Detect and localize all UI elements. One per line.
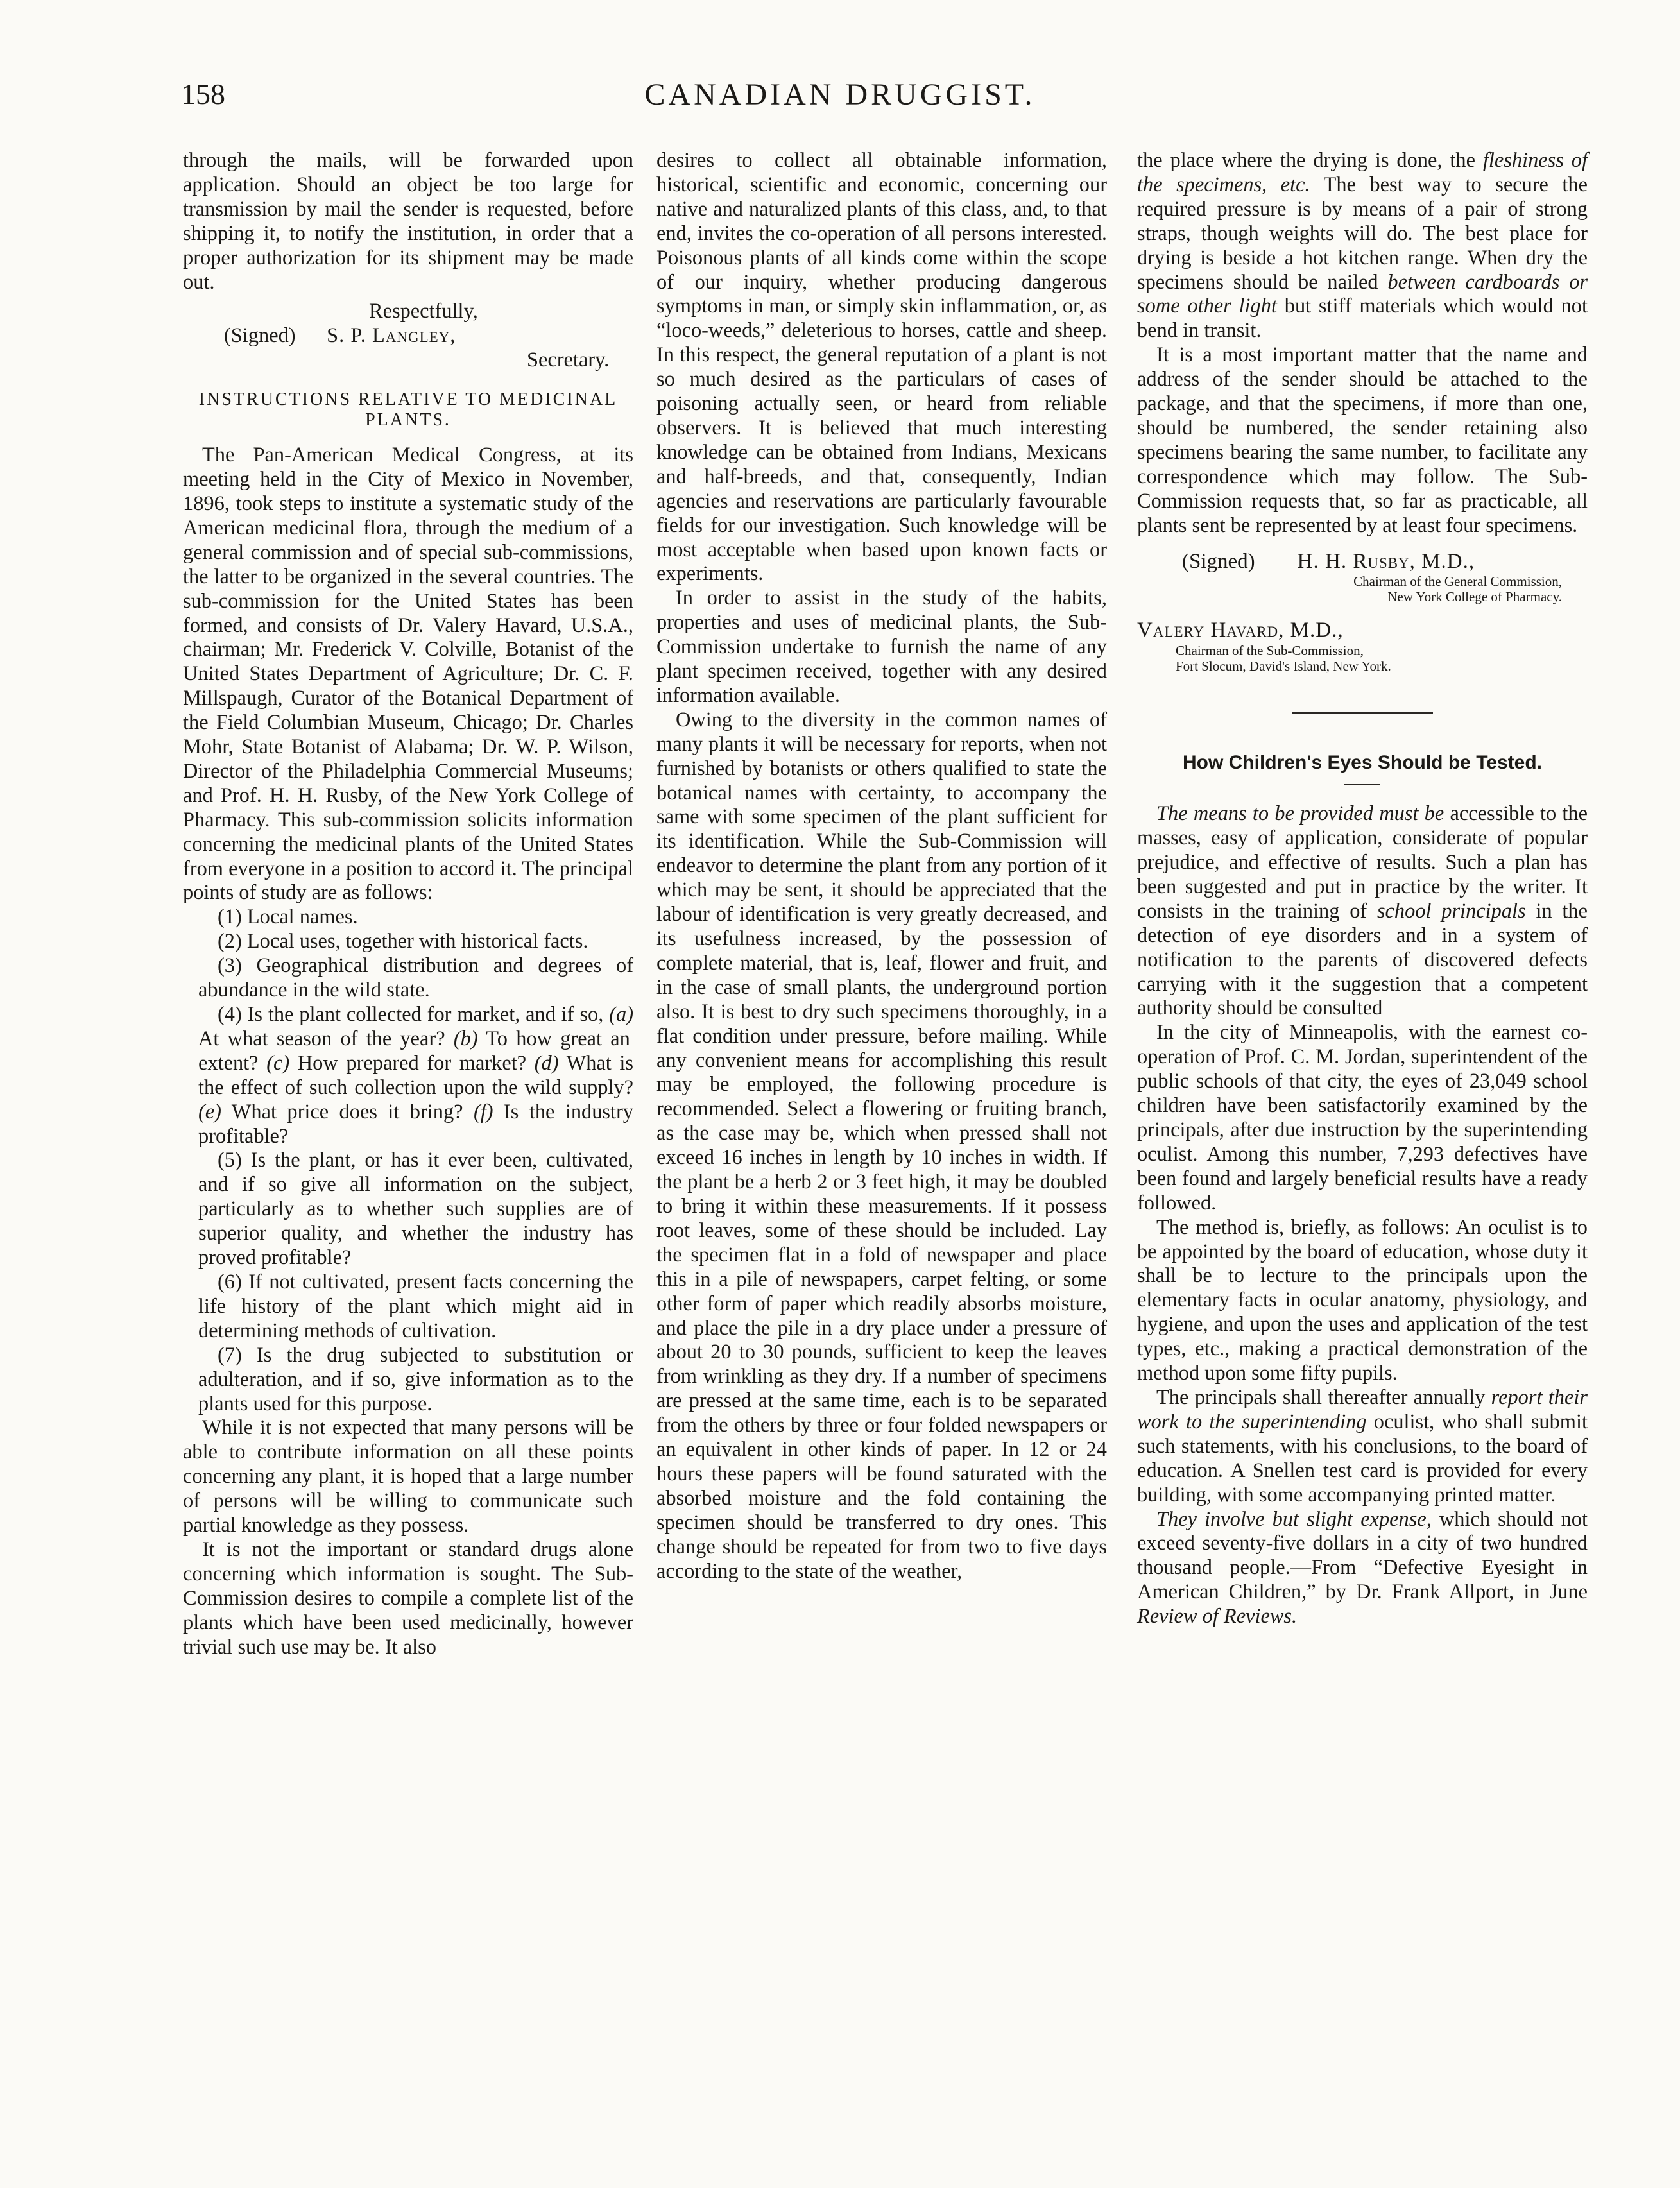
- text-run: (f): [473, 1100, 493, 1124]
- text-run: Review of Reviews.: [1137, 1605, 1298, 1628]
- signature-block: [1137, 550, 1588, 674]
- text-run: How prepared for market?: [289, 1051, 535, 1075]
- text-run: The principals shall thereafter annually: [1156, 1385, 1491, 1409]
- text-run: (e): [198, 1100, 221, 1124]
- paragraph: It is a most important matter that the name and address of the sender should be attached to the package, and that the specimens, if more than one, should be numbered, the sender retaining also specimens bearing the same number, to facilitate any correspondence which may follow. The Sub-Commission requests that, so far as practicable, all plants sent be represented by at least four specimens.: [1137, 343, 1588, 537]
- text-run: (c): [266, 1051, 290, 1075]
- section-heading: INSTRUCTIONS RELATIVE TO MEDICINAL PLANTS.: [198, 389, 618, 431]
- signature-row: [1137, 550, 1588, 574]
- paragraph: [1137, 1386, 1588, 1508]
- signatory-name: S. P. Langley,: [327, 324, 456, 348]
- paragraph: desires to collect all obtainable information, historical, scientific and economic, concerning our native and naturalized plants of this class, and, to that end, invites the co-operation of all persons interested. Poisonous plants of all kinds come within the scope of our inquiry, whether producing dangerous symptoms in man, or simply skin inflammation, or, as “loco-weeds,” deleterious to horses, cattle and sheep. In this respect, the general reputation of a plant is not so much desired as the particulars of cases of poisoning actually seen, or heard from reliable observers. It is believed that much interesting knowledge can be obtained from Indians, Mexicans and half-breeds, and that, consequently, Indian agencies and reservations are particularly favourable fields for our investigation. Such knowledge will be most acceptable when based upon known facts or experiments.: [656, 149, 1107, 586]
- paragraph: [1137, 149, 1588, 343]
- signatory-name: Valery Havard, M.D.,: [1137, 619, 1344, 642]
- text-run: fleshiness of the specimens, etc.: [1137, 149, 1588, 196]
- text-run: in the detection of eye disorders and in a system of notification to the parents of discovered defects carrying with it the suggestion that a competent authority should be consulted: [1137, 899, 1588, 1020]
- signed-label: (Signed): [1182, 549, 1255, 573]
- text-run: accessible to the masses, easy of application, considerate of popular prejudice, and effective of results. Such a plan has been suggested and put in practice by the writer. It consists in the training of: [1137, 802, 1588, 923]
- list-item: [183, 1003, 633, 1149]
- column-3: [1137, 149, 1588, 1629]
- closing-respectfully: Respectfully,: [369, 300, 478, 323]
- text-run: (a): [609, 1003, 633, 1026]
- text-run: but stiff materials which would not bend in transit.: [1137, 295, 1588, 343]
- journal-title: CANADIAN DRUGGIST.: [644, 78, 1036, 112]
- text-run: between cardboards or some other light: [1137, 270, 1588, 318]
- signatory-name: H. H. Rusby, M.D.,: [1297, 549, 1475, 573]
- section-divider: [1292, 712, 1433, 714]
- paragraph: The Pan-American Medical Congress, at its meeting held in the City of Mexico in November, 1896, took steps to institute a systematic study of the American medicinal flora, through the medium of a general commission and of special sub-commissions, the latter to be organized in the several countries. The sub-commission for the United States has been formed, and consists of Dr. Valery Havard, U.S.A., chairman; Mr. Frederick V. Colville, Botanist of the United States Department of Agriculture; Dr. C. F. Millspaugh, Curator of the Botanical Department of the Field Columbian Museum, Chicago; Dr. Charles Mohr, State Botanist of Alabama; Dr. W. P. Wilson, Director of the Philadelphia Commercial Museums; and Prof. H. H. Rusby, of the New York College of Pharmacy. This sub-commission solicits information concerning the medicinal plants of the United States from everyone in a position to accord it. The principal points of study are as follows:: [183, 443, 633, 905]
- text-run: The means to be provided must be: [1156, 802, 1444, 826]
- page-number: 158: [181, 78, 225, 110]
- signatory-affiliation: Chairman of the Sub-Commission,: [1176, 643, 1364, 659]
- text-run: They involve but slight expense,: [1156, 1507, 1432, 1531]
- text-run: oculist, who shall submit such statements, with his conclusions, to the board of education. A Snellen test card is provided for every building, with some accompanying printed matter.: [1137, 1410, 1588, 1507]
- page-header: [0, 77, 1680, 135]
- text-run: the place where the drying is done, the: [1137, 149, 1483, 172]
- text-run: Is the industry profitable?: [198, 1100, 633, 1148]
- paragraph: While it is not expected that many persons will be able to contribute information on all these points concerning any plant, it is hoped that a large number of persons will be willing to communicate such partial knowledge as they possess.: [183, 1416, 633, 1537]
- text-run: What is the effect of such collection upon the wild supply?: [198, 1051, 634, 1099]
- list-item: (1) Local names.: [218, 905, 358, 929]
- list-item: (5) Is the plant, or has it ever been, cultivated, and if so give all information on the subject, particularly as to whether such supplies are of superior quality, and whether the industry has proved profitable?: [198, 1149, 633, 1270]
- paragraph: [1137, 802, 1588, 1021]
- text-run: which should not exceed seventy-five dollars in a city of two hundred thousand people.—From “Defective Eyesight in American Children,” by Dr. Frank Allport, in June: [1137, 1507, 1588, 1604]
- text-run: The best way to secure the required pressure is by means of a pair of strong straps, though weights will do. The best place for drying is beside a hot kitchen range. When dry the specimens should be nailed: [1137, 173, 1588, 294]
- paragraph: [1137, 1508, 1588, 1630]
- list-item: (3) Geographical distribution and degrees of abundance in the wild state.: [198, 954, 633, 1002]
- text-run: To how great an extent?: [198, 1027, 630, 1075]
- text-run: (d): [534, 1051, 559, 1075]
- paragraph: In order to assist in the study of the habits, properties and uses of medicinal plants, the Sub-Commission undertake to furnish the name of any plant specimen received, together with any desired information available.: [656, 586, 1107, 707]
- signature-row: [183, 324, 633, 348]
- text-run: (b): [453, 1027, 478, 1050]
- signatory-affiliation: Chairman of the General Commission,: [1353, 574, 1562, 590]
- paragraph: Owing to the diversity in the common names of many plants it will be necessary for reports, when not furnished by botanists or others qualified to state the botanical names with certainty, to accompany the same with some specimen of the plant sufficient for its identification. While the Sub-Commission will endeavor to determine the plant from any portion of it which may be sent, it should be appreciated that the labour of identification is very greatly decreased, and its usefulness increased, by the possession of complete material, that is, leaf, flower and fruit, and in the case of small plants, the underground portion also. It is best to dry such specimens thoroughly, in a flat condition under pressure, before mailing. While any convenient means for accomplishing this result may be employed, the following procedure is recommended. Select a flowering or fruiting branch, as the case may be, which when pressed shall not exceed 16 inches in length by 10 inches in width. If the plant be a herb 2 or 3 feet high, it may be doubled to bring it within these measurements. If it possess root leaves, some of these should be included. Lay the specimen flat in a fold of newspaper and place this in a pile of newspapers, carpet felting, or some other form of paper which readily absorbs moisture, and place the pile in a dry place under a pressure of about 20 to 30 pounds, sufficient to keep the leaves from wrinkling as they dry. If a number of specimens are pressed at the same time, each is to be separated from the others by three or four folded newspapers or an equivalent in other kinds of paper. In 12 or 24 hours these papers will be found saturated with the absorbed moisture and the fold containing the specimen should be transferred to dry ones. This change should be repeated for from two to five days according to the state of the weather,: [656, 708, 1107, 1583]
- column-1: [183, 149, 633, 1659]
- signatory-title: Secretary.: [527, 348, 610, 372]
- paragraph: The method is, briefly, as follows: An oculist is to be appointed by the board of education, whose duty it shall be to lecture to the principals upon the elementary facts in ocular anatomy, physiology, and hygiene, and upon the uses and application of the test types, etc., making a practical demonstration of the method upon some fifty pupils.: [1137, 1215, 1588, 1385]
- paragraph: through the mails, will be forwarded upon application. Should an object be too large for transmission by mail the sender is requested, before shipping it, to notify the institution, in order that a proper authorization for its shipment may be made out.: [183, 149, 633, 294]
- column-2: [656, 149, 1107, 1584]
- text-run: (4) Is the plant collected for market, and if so,: [218, 1003, 610, 1026]
- text-run: school principals: [1376, 899, 1526, 923]
- paragraph: In the city of Minneapolis, with the earnest co-operation of Prof. C. M. Jordan, superintendent of the public schools of that city, the eyes of 23,049 school children have been satisfactorily examined by the principals, after due instruction by the superintending oculist. Among this number, 7,293 defectives have been found and largely beneficial results have a ready followed.: [1137, 1021, 1588, 1215]
- article-heading: How Children's Eyes Should be Tested.: [1182, 752, 1542, 774]
- signed-label: (Signed): [224, 324, 296, 348]
- list-item: (2) Local uses, together with historical facts.: [218, 930, 588, 953]
- list-item: (7) Is the drug subjected to substitution or adulteration, and if so, give information as to the plants used for this purpose.: [198, 1343, 633, 1415]
- signatory-affiliation: Fort Slocum, David's Island, New York.: [1176, 658, 1391, 674]
- text-run: report their work to the superintending: [1137, 1385, 1588, 1433]
- paragraph: It is not the important or standard drugs alone concerning which information is sought. The Sub-Commission desires to compile a complete list of the plants which have been used medicinally, however trivial such use may be. It also: [183, 1537, 633, 1659]
- text-run: What price does it bring?: [221, 1100, 474, 1124]
- signatory-affiliation: New York College of Pharmacy.: [1387, 589, 1562, 605]
- list-item: (6) If not cultivated, present facts concerning the life history of the plant which might aid in determining methods of cultivation.: [198, 1270, 633, 1342]
- signoff-langley: [183, 300, 633, 373]
- heading-rule: [1344, 784, 1380, 785]
- text-run: At what season of the year?: [198, 1027, 454, 1050]
